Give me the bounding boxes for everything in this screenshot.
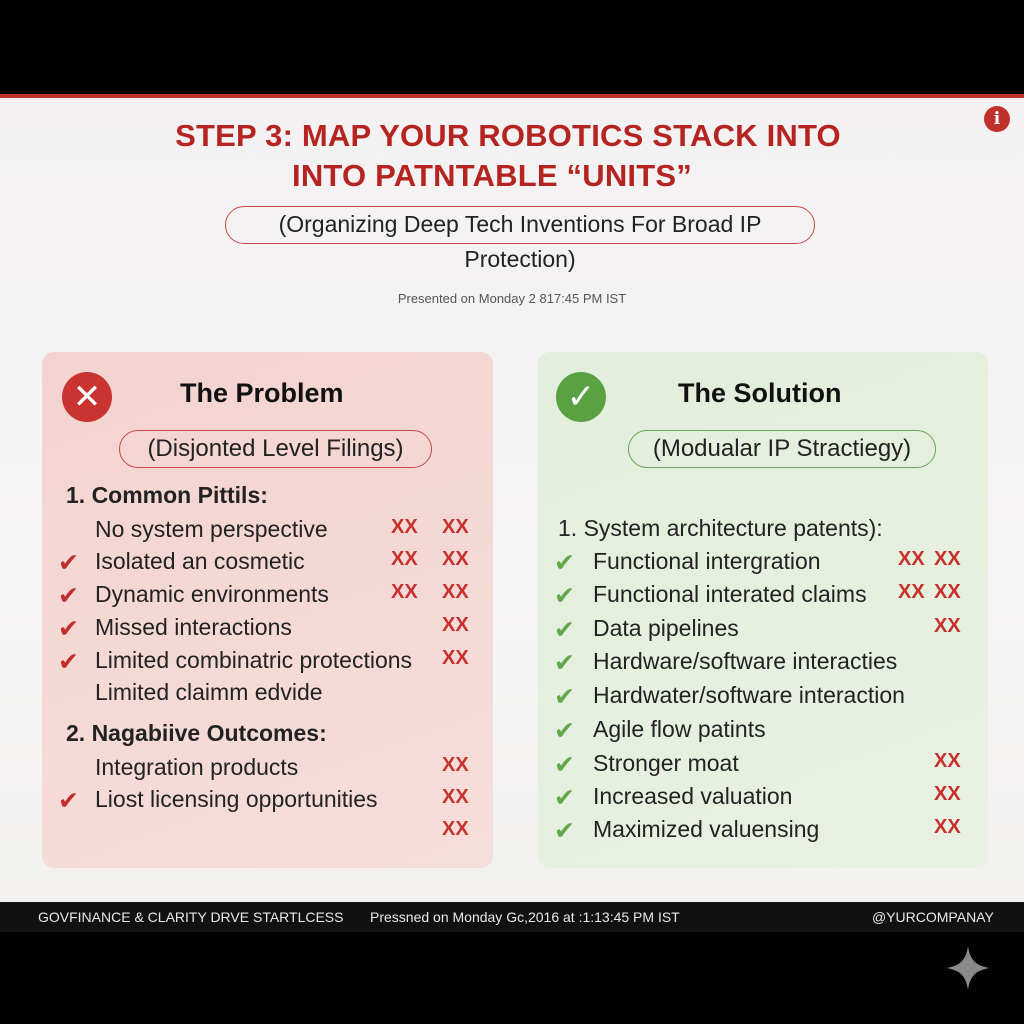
solution-section1 [538,515,988,547]
problem-item [42,548,493,580]
checkmark-icon: ✔ [58,786,79,815]
list-item-text: Hardwater/software interaction [593,682,905,708]
checkmark-icon: ✔ [554,783,575,812]
xx-marker: XX [442,647,469,669]
problem-item [42,614,493,646]
list-item-text: Increased valuation [593,783,793,809]
checkmark-icon: ✔ [554,716,575,745]
xx-marker: XX [934,816,961,838]
xx-marker: XX [442,614,469,636]
problem-item [42,754,493,786]
solution-item [538,783,988,815]
solution-item [538,682,988,714]
solution-item [538,548,988,580]
slide [0,94,1024,902]
xx-marker: XX [391,516,418,538]
footer-bar [0,902,1024,932]
xx-marker: XX [934,548,961,570]
slide-title-line2: INTO PATNTABLE “UNITS” [292,158,692,193]
solution-item [538,750,988,782]
problem-section1-heading: 1. Common Pittils: [66,482,268,508]
problem-section2-heading: 2. Nagabiive Outcomes: [66,720,327,746]
xx-marker: XX [442,818,469,840]
problem-section1 [42,482,493,514]
list-item-text: Hardware/software interacties [593,648,898,674]
top-letterbox [0,0,1024,94]
problem-item [42,516,493,548]
checkmark-icon: ✔ [554,548,575,577]
xx-marker: XX [442,581,469,603]
xx-marker: XX [934,615,961,637]
solution-item [538,581,988,613]
slide-title-line1: STEP 3: MAP YOUR ROBOTICS STACK INTO [175,118,841,153]
checkmark-icon: ✔ [58,581,79,610]
list-item-text: Limited combinatric protections [95,647,413,673]
problem-pill: (Disjonted Level Filings) [119,430,432,468]
sparkle-icon [944,944,992,992]
checkmark-icon: ✔ [58,614,79,643]
problem-item [42,679,493,711]
xx-marker: XX [898,581,925,603]
checkmark-icon: ✔ [58,548,79,577]
xx-marker: XX [934,783,961,805]
xx-marker: XX [442,516,469,538]
info-icon[interactable]: i [984,106,1010,132]
solution-item [538,716,988,748]
footer-left: GOVFINANCE & CLARITY DRVE STARTLCESS [38,909,344,925]
problem-item [42,647,493,679]
xx-marker: XX [898,548,925,570]
xx-marker: XX [391,548,418,570]
list-item-text: Functional interated claims [593,581,867,607]
list-item-text: No system perspective [95,516,328,542]
list-item-text: Liost licensing opportunities [95,786,378,812]
problem-item [42,818,493,850]
checkmark-icon: ✔ [554,648,575,677]
solution-pill: (Modualar IP Stractiegy) [628,430,936,468]
solution-item [538,816,988,848]
xx-marker: XX [442,754,469,776]
list-item-text: Integration products [95,754,299,780]
list-item-text: Data pipelines [593,615,739,641]
list-item-text: Dynamic environments [95,581,329,607]
x-circle-icon: ✕ [62,372,112,422]
slide-subtitle: (Organizing Deep Tech Inventions For Broad IP Protection) [225,206,815,244]
check-circle-icon: ✓ [556,372,606,422]
xx-marker: XX [934,581,961,603]
checkmark-icon: ✔ [554,682,575,711]
list-item-text: Functional intergration [593,548,821,574]
problem-section2 [42,720,493,752]
list-item-text: Maximized valuensing [593,816,820,842]
solution-item [538,615,988,647]
xx-marker: XX [442,786,469,808]
solution-item [538,648,988,680]
footer-right: @YURCOMPANAY [872,909,994,925]
checkmark-icon: ✔ [554,750,575,779]
problem-card [42,352,493,868]
checkmark-icon: ✔ [554,581,575,610]
xx-marker: XX [442,548,469,570]
list-item-text: Stronger moat [593,750,739,776]
list-item-text: Agile flow patints [593,716,766,742]
solution-card [538,352,988,868]
solution-section1-heading: 1. System architecture patents): [558,515,883,541]
checkmark-icon: ✔ [554,816,575,845]
checkmark-icon: ✔ [554,615,575,644]
checkmark-icon: ✔ [58,647,79,676]
xx-marker: XX [934,750,961,772]
problem-title: The Problem [180,378,344,408]
problem-item [42,786,493,818]
footer-center: Pressned on Monday Gc,2016 at :1:13:45 PM IST [370,909,680,925]
problem-item [42,581,493,613]
list-item-text: Missed interactions [95,614,292,640]
solution-title: The Solution [678,378,842,408]
xx-marker: XX [391,581,418,603]
list-item-text: Isolated an cosmetic [95,548,305,574]
list-item-text: Limited claimm edvide [95,679,323,705]
presented-date: Presented on Monday 2 817:45 PM IST [397,291,627,306]
